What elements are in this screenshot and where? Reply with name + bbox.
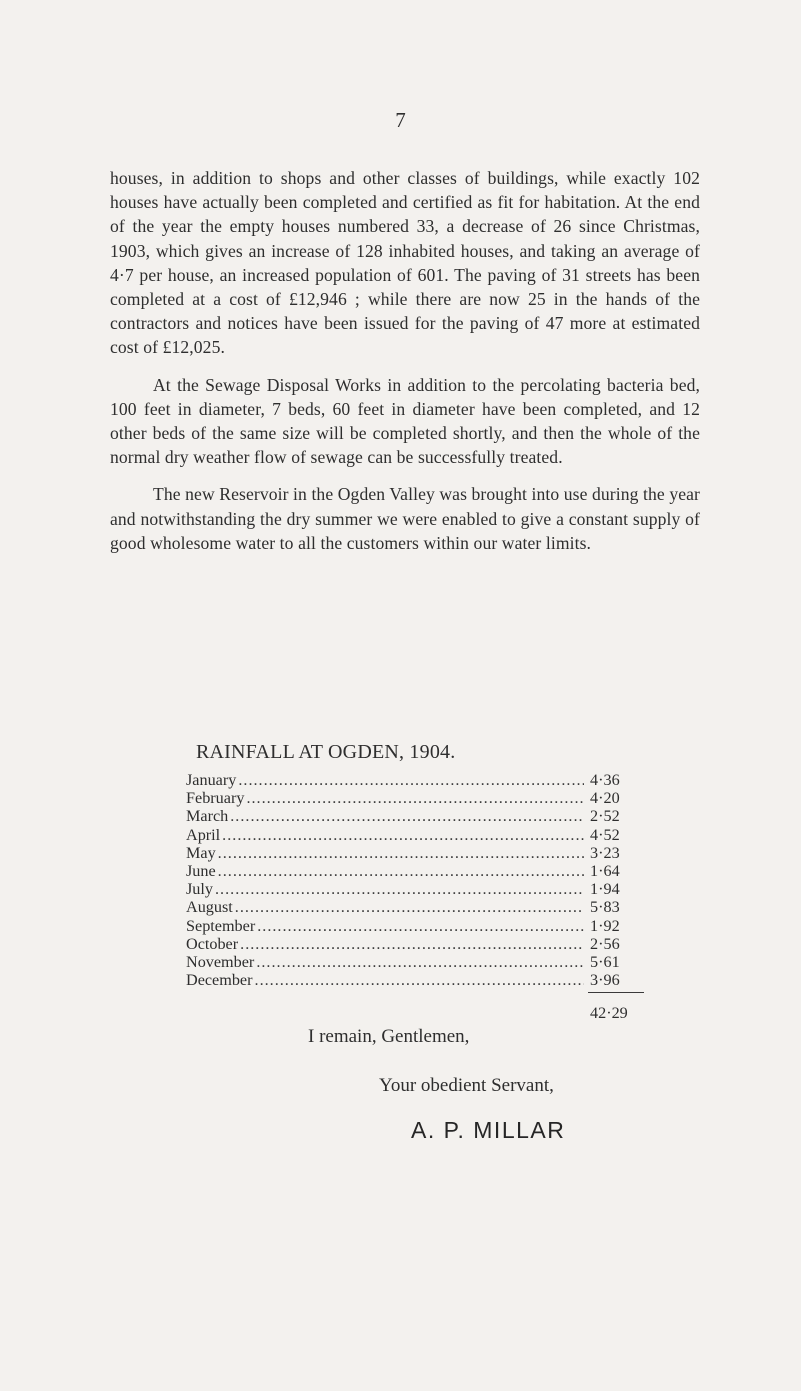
dot-leader bbox=[255, 971, 584, 989]
report-body bbox=[110, 166, 700, 568]
dot-leader bbox=[218, 844, 584, 862]
rainfall-row bbox=[186, 862, 626, 880]
paragraph-reservoir: The new Reservoir in the Ogden Valley was brought into use during the year and notwithstanding the dry summer we were enabled to give a constant supply of good wholesome water to all the customers within our water limits. bbox=[110, 484, 700, 553]
rainfall-value: 1·92 bbox=[590, 916, 620, 935]
rainfall-row bbox=[186, 880, 626, 898]
closing-salutation: I remain, Gentlemen, bbox=[308, 1026, 470, 1047]
dot-leader bbox=[222, 826, 584, 844]
rainfall-value: 2·52 bbox=[590, 807, 620, 826]
closing-valediction: Your obedient Servant, bbox=[379, 1075, 554, 1096]
rainfall-month: April bbox=[186, 825, 221, 844]
dot-leader bbox=[215, 880, 584, 898]
rainfall-total: 42·29 bbox=[590, 1004, 628, 1022]
rainfall-row bbox=[186, 844, 626, 862]
rainfall-row bbox=[186, 935, 626, 953]
rainfall-month: May bbox=[186, 843, 216, 862]
rainfall-title: RAINFALL AT OGDEN, 1904. bbox=[196, 741, 456, 763]
paragraph-housing: houses, in addition to shops and other classes of buildings, while exactly 102 houses have actually been completed and certified as fit for habitation. At the end of the year the empty houses numbered 33, a decrease of 26 since Christmas, 1903, which gives an increase of 128 inhabited houses, and taking an average of 4·7 per house, an increased population of 601. The paving of 31 streets has been completed at a cost of £12,946 ; while there are now 25 in the hands of the contractors and notices have been issued for the paving of 47 more at estimated cost of £12,025. bbox=[110, 168, 700, 358]
dot-leader bbox=[240, 935, 584, 953]
rainfall-month: August bbox=[186, 898, 233, 917]
rainfall-month: July bbox=[186, 880, 213, 899]
rainfall-table bbox=[186, 771, 626, 989]
rainfall-month: October bbox=[186, 934, 239, 953]
rainfall-row bbox=[186, 917, 626, 935]
rainfall-value: 5·61 bbox=[590, 952, 620, 971]
rainfall-row bbox=[186, 898, 626, 916]
rainfall-value: 4·36 bbox=[590, 771, 620, 789]
dot-leader bbox=[238, 771, 584, 789]
rainfall-month: September bbox=[186, 916, 256, 935]
total-rule bbox=[588, 992, 644, 993]
rainfall-value: 2·56 bbox=[590, 934, 620, 953]
rainfall-value: 3·96 bbox=[590, 971, 620, 990]
dot-leader bbox=[218, 862, 584, 880]
dot-leader bbox=[257, 917, 584, 935]
page-number: 7 bbox=[395, 108, 406, 132]
rainfall-row bbox=[186, 953, 626, 971]
rainfall-month: January bbox=[186, 771, 237, 789]
dot-leader bbox=[256, 953, 584, 971]
rainfall-value: 4·20 bbox=[590, 789, 620, 808]
rainfall-row bbox=[186, 789, 626, 807]
rainfall-row bbox=[186, 771, 626, 789]
rainfall-month: November bbox=[186, 952, 255, 971]
rainfall-value: 1·94 bbox=[590, 880, 620, 899]
dot-leader bbox=[230, 807, 584, 825]
rainfall-value: 3·23 bbox=[590, 843, 620, 862]
rainfall-value: 5·83 bbox=[590, 898, 620, 917]
rainfall-value: 1·64 bbox=[590, 861, 620, 880]
rainfall-value: 4·52 bbox=[590, 825, 620, 844]
rainfall-month: February bbox=[186, 789, 245, 808]
rainfall-row bbox=[186, 826, 626, 844]
rainfall-month: December bbox=[186, 971, 253, 990]
paragraph-sewage: At the Sewage Disposal Works in addition to the percolating bacteria bed, 100 feet in diameter, 7 beds, 60 feet in diameter have been completed, and 12 other beds of the same size will be completed shortly, and then the whole of the normal dry weather flow of sewage can be successfully treated. bbox=[110, 374, 700, 468]
rainfall-month: June bbox=[186, 861, 216, 880]
signature: A. P. MILLAR bbox=[411, 1117, 566, 1143]
rainfall-month: March bbox=[186, 807, 229, 826]
dot-leader bbox=[235, 898, 584, 916]
rainfall-row bbox=[186, 807, 626, 825]
dot-leader bbox=[246, 789, 584, 807]
rainfall-row bbox=[186, 971, 626, 989]
